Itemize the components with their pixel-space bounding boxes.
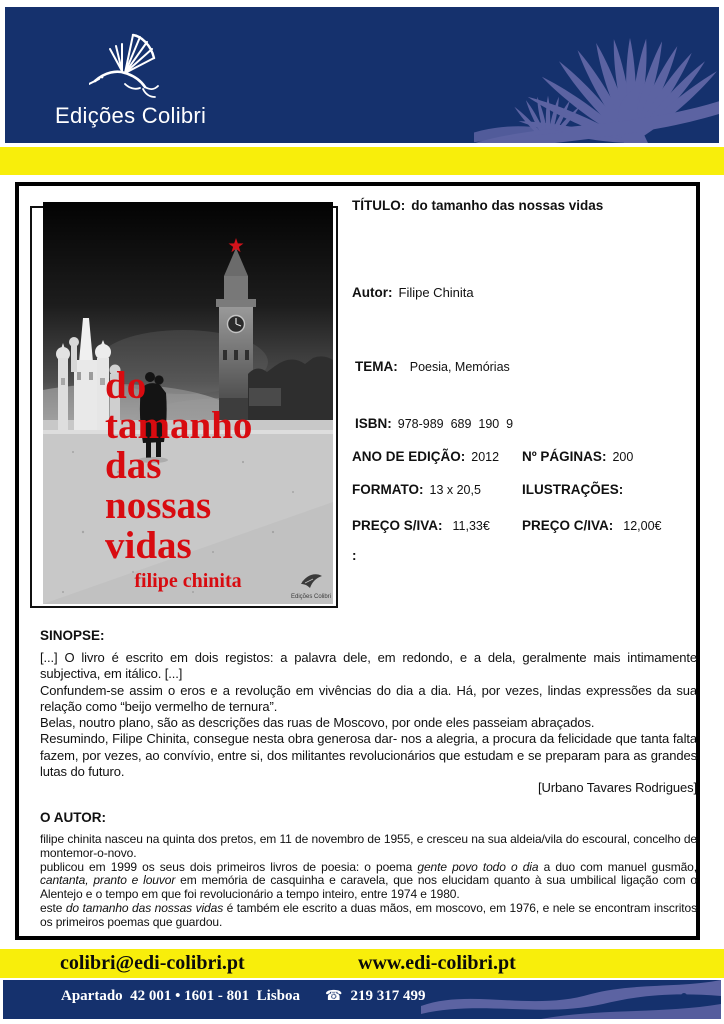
field-autor: [352, 285, 474, 300]
field-value: do tamanho das nossas vidas: [411, 198, 604, 213]
autor-paragraph: publicou em 1999 os seus dois primeiros livros de poesia: o poema gente povo todo o dia a duo com manuel gusmão, cantanta, pranto e louvor em memória de casquinha e caravela, que nos elucidam quanto à sua umbilical ligação com o Alentejo e o tempo em que foi revolucionário a tempo inteiro, entre 1974 e 1980.: [40, 859, 697, 902]
field-ilustracoes: [522, 482, 629, 497]
address-footer: [3, 980, 721, 1019]
footer-swirl-decoration: [421, 980, 721, 1019]
cover-title-line: tamanho: [105, 404, 253, 447]
phone-block: [325, 988, 425, 1005]
email-link[interactable]: colibri@edi-colibri.pt: [60, 952, 245, 974]
autor-heading: O AUTOR:: [40, 810, 106, 825]
autor-paragraph: filipe chinita nasceu na quinta dos pretos, em 11 de novembro de 1955, e cresceu na sua aldeia/vila do escoural, concelho de montemor-o-novo.: [40, 832, 697, 860]
sinopse-paragraph: Confundem-se assim o eros e a revolução em vivências do dia a dia. Há, por vezes, lindas expressões da sua relação como “beijo vermelho de ternura”.: [40, 682, 697, 714]
field-label: Nº PÁGINAS:: [522, 449, 607, 464]
yellow-divider-top: [0, 147, 724, 175]
wing-pattern-decoration: [474, 7, 719, 143]
postal-address: Apartado 42 001 • 1601 - 801 Lisboa: [61, 988, 301, 1004]
stray-colon: :: [352, 548, 357, 563]
sinopse-body: [40, 650, 697, 797]
field-label: PREÇO S/IVA:: [352, 518, 443, 533]
sinopse-paragraph: [...] O livro é escrito em dois registos: a palavra dele, em redondo, e a dela, geralmente mais intimamente subjectiva, em itálico. [...]: [40, 650, 697, 682]
field-tema: [355, 359, 510, 374]
cover-author-name: filipe chinita: [134, 570, 242, 592]
phone-number: 219 317 499: [350, 988, 426, 1004]
cover-title-line: das: [105, 444, 162, 487]
field-value: 11,33€: [452, 519, 490, 533]
hummingbird-logo-icon: [89, 27, 159, 105]
field-isbn: [355, 416, 513, 431]
sinopse-paragraph: Resumindo, Filipe Chinita, consegue nesta obra generosa dar- nos a alegria, a procura da felicidade que tanta falta fazem, por vezes, ao convívio, entre si, dos militantes revolucionários que estudam e se preparam para as grandes lutas do futuro.: [40, 731, 697, 780]
autor-paragraph: este do tamanho das nossas vidas é também ele escrito a duas mãos, em moscovo, em 1976, e nele se encontram inscritos os primeiros poemas que guardou.: [40, 900, 697, 929]
field-ano-edicao: [352, 449, 499, 464]
cover-title-line: do: [105, 364, 147, 407]
field-label: ISBN:: [355, 416, 392, 431]
autor-body: [40, 833, 697, 930]
field-preco-siva: [352, 518, 490, 533]
field-value: 978-989 689 190 9: [397, 417, 514, 431]
field-num-paginas: [522, 449, 633, 464]
field-formato: [352, 482, 481, 497]
field-label: TÍTULO:: [352, 198, 406, 213]
field-value: 12,00€: [623, 519, 662, 533]
field-value: Filipe Chinita: [398, 285, 474, 300]
field-value: 13 x 20,5: [429, 483, 481, 497]
field-label: ILUSTRAÇÕES:: [522, 482, 624, 497]
cover-title-line: vidas: [105, 524, 192, 567]
phone-icon: ☎: [325, 988, 343, 1004]
field-value: 2012: [471, 450, 500, 464]
field-label: Autor:: [352, 285, 393, 300]
field-label: FORMATO:: [352, 482, 424, 497]
field-label: PREÇO C/IVA:: [522, 518, 614, 533]
field-value: 200: [612, 450, 634, 464]
sinopse-attribution: [Urbano Tavares Rodrigues]: [537, 780, 697, 796]
sinopse-paragraph: Belas, noutro plano, são as descrições das ruas de Moscovo, por onde eles passeiam abraçados.: [40, 715, 595, 731]
field-titulo: [352, 198, 603, 213]
cover-title: [105, 366, 252, 566]
contact-bar: [0, 949, 724, 978]
sinopse-heading: SINOPSE:: [40, 628, 105, 643]
imprint-text: Edições Colibri: [290, 594, 332, 600]
website-link[interactable]: www.edi-colibri.pt: [358, 952, 516, 974]
field-preco-civa: [522, 518, 662, 533]
field-label: ANO DE EDIÇÃO:: [352, 449, 466, 464]
publisher-header: [5, 7, 719, 143]
field-value: Poesia, Memórias: [409, 360, 510, 374]
brand-name: Edições Colibri: [55, 103, 207, 128]
field-label: TEMA:: [355, 359, 398, 374]
cover-title-line: nossas: [105, 484, 212, 527]
